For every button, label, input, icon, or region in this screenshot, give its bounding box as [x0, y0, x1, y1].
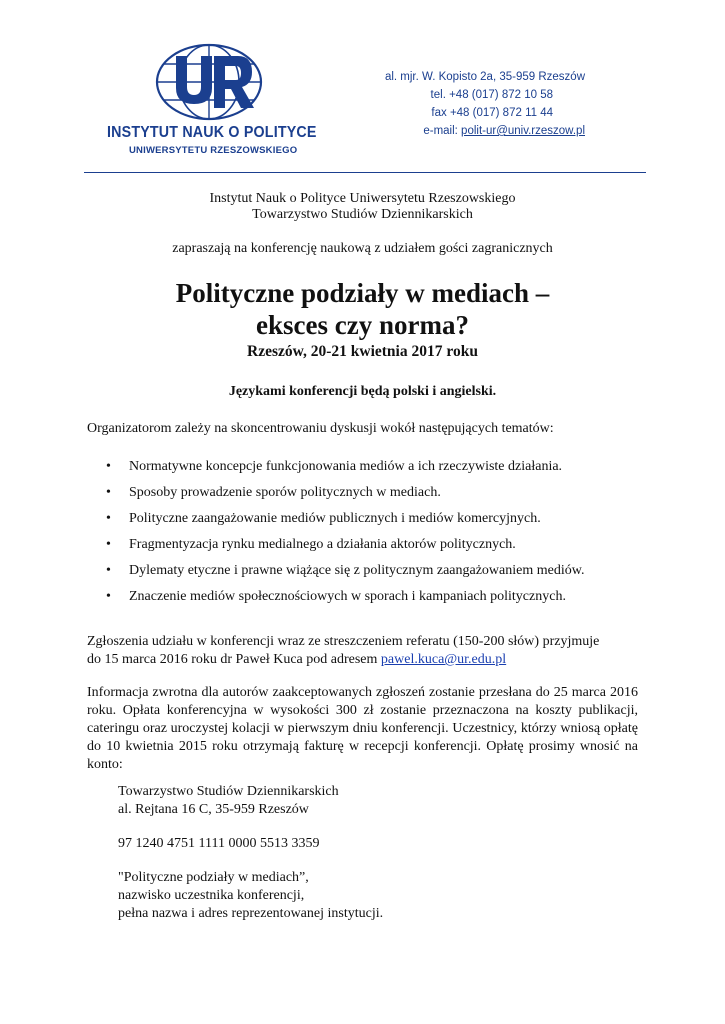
topic-text: Normatywne koncepcje funkcjonowania mediów a ich rzeczywiste działania.: [129, 459, 563, 474]
transfer-title-line3: pełna nazwa i adres reprezentowanej instytucji.: [118, 906, 384, 921]
conference-languages: Językami konferencji będą polski i angielski.: [228, 384, 497, 399]
bullet-icon: •: [106, 511, 111, 526]
invitation-line: zapraszają na konferencję naukową z udziałem gości zagranicznych: [172, 241, 553, 256]
contact-address: al. mjr. W. Kopisto 2a, 35-959 Rzeszów: [384, 71, 585, 83]
transfer-title-line1: "Polityczne podziały w mediach”,: [118, 870, 309, 885]
list-item: [106, 588, 584, 614]
bullet-icon: •: [106, 563, 111, 578]
topic-text: Polityczne zaangażowanie mediów publicznych i mediów komercyjnych.: [129, 511, 541, 526]
logo-institute-name: INSTYTUT NAUK O POLITYCE: [107, 124, 317, 141]
transfer-title-line2: nazwisko uczestnika konferencji,: [118, 888, 305, 903]
list-item: [106, 562, 584, 588]
contact-email-line: [385, 122, 585, 140]
list-item: [106, 510, 584, 536]
conference-title-line2: eksces czy norma?: [256, 310, 469, 340]
conference-title-line1: Polityczne podziały w mediach –: [175, 278, 550, 308]
bullet-icon: •: [106, 589, 111, 604]
header-divider: [84, 172, 646, 173]
list-item: [106, 484, 584, 510]
list-item: [106, 458, 584, 484]
payment-info-paragraph: Informacja zwrotna dla autorów zaakceptowanych zgłoszeń zostanie przesłana do 25 marca 2016 roku. Opłata konferencyjna w wysokości 300 zł zostanie przeznaczona na koszty publikacji, cateringu oraz uroczystej kolacji w pierwszym dniu konferencji. Uczestnicy, którzy wniosą opłatę do 10 kwietnia 2015 roku otrzymają fakturę w recepcji konferencji. Opłatę prosimy wnosić na konto:: [87, 685, 638, 772]
topic-text: Dylematy etyczne i prawne wiążące się z politycznym zaangażowaniem mediów.: [129, 563, 585, 578]
ur-globe-emblem: [154, 42, 264, 122]
submission-line2: [87, 651, 638, 669]
topic-text: Fragmentyzacja rynku medialnego a działania aktorów politycznych.: [129, 537, 516, 552]
organizer-institute: Instytut Nauk o Polityce Uniwersytetu Rzeszowskiego: [209, 191, 516, 206]
bullet-icon: •: [106, 459, 111, 474]
contact-fax: fax +48 (017) 872 11 44: [431, 107, 553, 119]
topic-text: Sposoby prowadzenie sporów politycznych w mediach.: [129, 485, 441, 500]
contact-email-label: e-mail:: [423, 125, 462, 137]
submission-paragraph: [87, 633, 638, 669]
account-address: al. Rejtana 16 C, 35-959 Rzeszów: [118, 802, 309, 817]
topic-text: Znaczenie mediów społecznościowych w sporach i kampaniach politycznych.: [129, 589, 566, 604]
contact-phone: tel. +48 (017) 872 10 58: [430, 89, 553, 101]
organizer-society: Towarzystwo Studiów Dziennikarskich: [252, 207, 473, 222]
logo-university-name: UNIWERSYTETU RZESZOWSKIEGO: [129, 145, 298, 156]
account-holder: Towarzystwo Studiów Dziennikarskich: [118, 784, 339, 799]
list-item: [106, 536, 584, 562]
bullet-icon: •: [106, 485, 111, 500]
bullet-icon: •: [106, 537, 111, 552]
topics-intro: Organizatorom zależy na skoncentrowaniu dyskusji wokół następujących tematów:: [87, 421, 554, 436]
submission-line2-text: do 15 marca 2016 roku dr Paweł Kuca pod adresem: [87, 652, 381, 667]
account-number: 97 1240 4751 1111 0000 5513 3359: [118, 836, 320, 851]
conference-date: Rzeszów, 20-21 kwietnia 2017 roku: [247, 343, 478, 360]
contact-email-link[interactable]: polit-ur@univ.rzeszow.pl: [461, 125, 585, 137]
contact-info: [385, 68, 585, 140]
institute-logo: [107, 42, 317, 162]
submission-email-link[interactable]: pawel.kuca@ur.edu.pl: [380, 652, 507, 667]
topics-list: [106, 458, 584, 614]
submission-line1: Zgłoszenia udziału w konferencji wraz ze streszczeniem referatu (150-200 słów) przyjmuje: [87, 634, 600, 649]
